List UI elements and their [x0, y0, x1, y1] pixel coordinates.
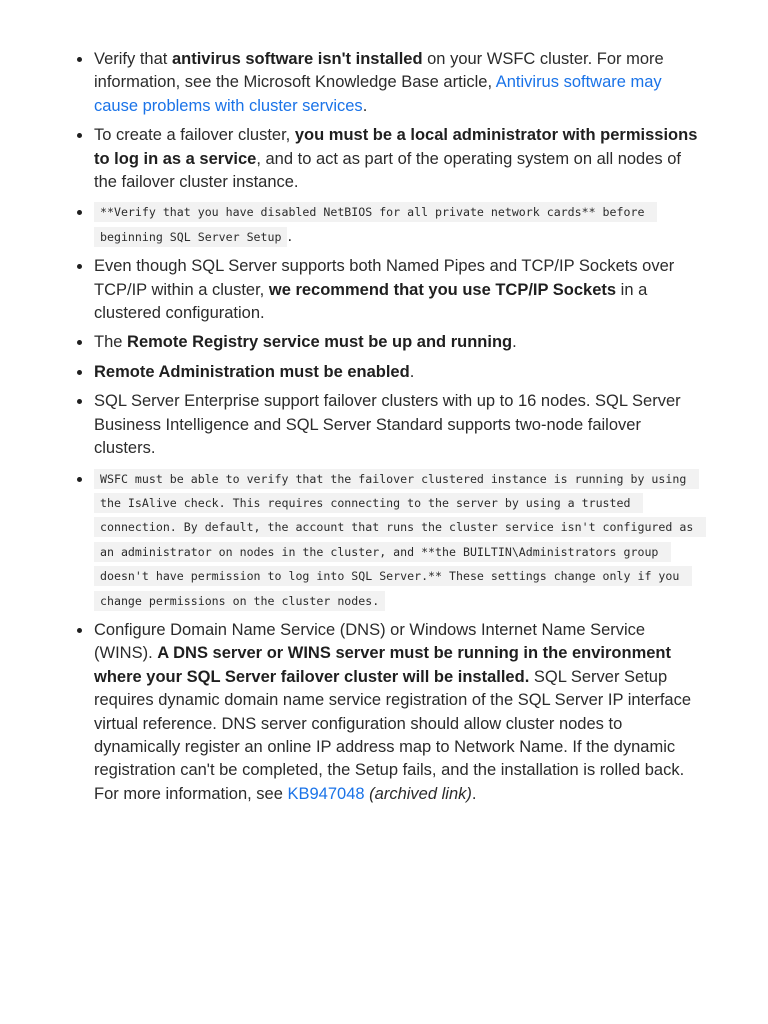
- list-item-local-admin: [94, 124, 704, 194]
- list-item-isalive: [94, 467, 704, 613]
- item-text: .: [471, 784, 477, 803]
- item-text: Verify that: [94, 50, 172, 68]
- list-item-netbios: [94, 200, 704, 249]
- list-item-editions: [94, 390, 704, 460]
- item-text: SQL Server Setup requires dynamic domain name service registration of the SQL Server IP interface virtual reference. DNS server configuration should allow cluster nodes to dynamically register an online IP address map to Network Name. If the dynamic registration can't be completed, the Setup fails, and the installation is rolled back. For more information, see: [94, 667, 692, 803]
- item-text: on your WSFC cluster. For more information, see the Microsoft Knowledge Base article,: [94, 50, 664, 92]
- list-item-remote-admin: [94, 361, 704, 384]
- item-text: Configure Domain Name Service (DNS) or Windows Internet Name Service (WINS).: [94, 620, 646, 663]
- item-text: .: [287, 226, 293, 245]
- item-bold-text: Remote Registry service must be up and running: [127, 333, 513, 352]
- item-text: , and to act as part of the operating system on all nodes of the failover cluster instance.: [94, 149, 682, 192]
- item-text: Even though SQL Server supports both Named Pipes and TCP/IP Sockets over TCP/IP within a cluster,: [94, 257, 675, 299]
- item-text: .: [409, 362, 415, 381]
- list-item-tcpip: [94, 255, 704, 325]
- item-text: in a clustered configuration.: [94, 280, 648, 323]
- item-bold-text: antivirus software isn't installed: [171, 50, 423, 68]
- archived-note: (archived link): [369, 784, 472, 803]
- inline-code: **Verify that you have disabled NetBIOS for all private network cards** before beginning SQL Server Setup: [94, 202, 657, 246]
- list-item-antivirus: [94, 48, 704, 118]
- item-bold-text: we recommend that you use TCP/IP Sockets: [268, 280, 617, 299]
- antivirus-kb-link[interactable]: Antivirus software may cause problems with cluster services: [94, 73, 662, 115]
- kb947048-link[interactable]: KB947048: [287, 784, 365, 803]
- list-item-remote-registry: [94, 331, 704, 354]
- item-text: To create a failover cluster,: [94, 126, 295, 145]
- article-content: [0, 48, 768, 812]
- item-bold-text: Remote Administration must be enabled: [94, 362, 410, 381]
- item-text: The: [94, 333, 128, 352]
- item-text: SQL Server Enterprise support failover clusters with up to 16 nodes. SQL Server Business Intelligence and SQL Server Standard supports two-node failover clusters.: [94, 392, 681, 458]
- item-bold-text: A DNS server or WINS server must be running in the environment where your SQL Server failover cluster will be installed.: [94, 644, 671, 686]
- requirements-list: [0, 48, 704, 806]
- item-text: .: [362, 96, 368, 115]
- item-text: .: [512, 333, 517, 352]
- item-bold-text: you must be a local administrator with permissions to log in as a service: [94, 126, 698, 168]
- inline-code: WSFC must be able to verify that the failover clustered instance is running by using the IsAlive check. This requires connecting to the server by using a trusted connection. By default, the account that runs the cluster service isn't configured as an administrator on nodes in the cluster, and **the BUILTIN\Administrators group doesn't have permission to log into SQL Server.** These settings change only if you change permissions on the cluster nodes.: [94, 469, 706, 611]
- list-item-dns-wins: [94, 619, 704, 806]
